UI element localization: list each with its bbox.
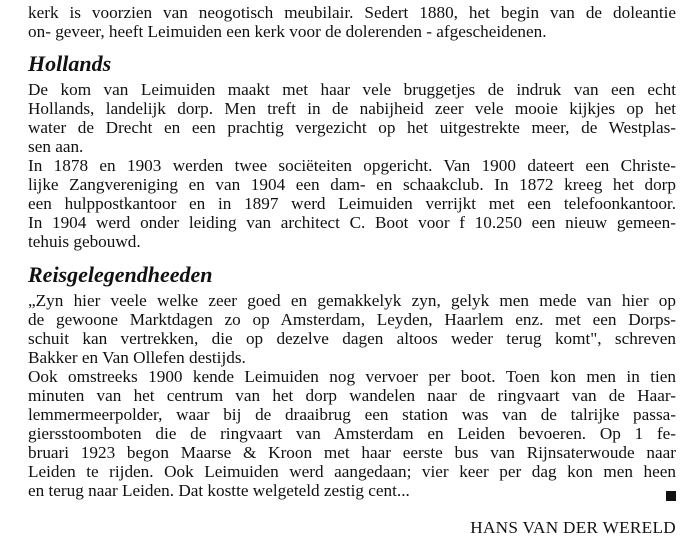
body-line: Bakker en Van Ollefen destijds. bbox=[28, 348, 246, 367]
body-line: In 1904 werd onder leiding van architect C. Boot voor f 10.250 een nieuw gemeen- bbox=[28, 213, 676, 232]
body-line: tehuis gebouwd. bbox=[28, 232, 141, 251]
body-line: de gewoone Marktdagen zo op Amsterdam, Leyden, Haarlem enz. met een Dorps- bbox=[28, 310, 676, 329]
body-line: bruari 1923 begon Maarse & Kroon met haar eerste bus van Rijnsaterwoude naar bbox=[28, 443, 676, 462]
body-line: en terug naar Leiden. Dat kostte welgeteld zestig cent... bbox=[28, 481, 410, 500]
body-line: lemmermeerpolder, waar bij de draaibrug een station was van de talrijke passa- bbox=[28, 405, 676, 424]
body-line: water de Drecht en een prachtig vergezicht op het uitgestrekte meer, de Westplas- bbox=[28, 118, 676, 137]
body-line: Ook omstreeks 1900 kende Leimuiden nog vervoer per boot. Toen kon men in tien bbox=[28, 367, 676, 386]
body-line: minuten van het centrum van het dorp wandelen naar de ringvaart van de Haar- bbox=[28, 386, 676, 405]
heading-hollands: Hollands bbox=[28, 51, 112, 76]
body-line: Leiden te rijden. Ook Leimuiden werd aangedaan; vier keer per dag kon men heen bbox=[28, 462, 676, 481]
body-line: In 1878 en 1903 werden twee sociëteiten opgericht. Van 1900 dateert een Christe- bbox=[28, 156, 676, 175]
body-line: Hollands, landelijk dorp. Men treft in de nabijheid zeer vele mooie kijkjes op het bbox=[28, 99, 676, 118]
author-signature: HANS VAN DER WERELD bbox=[470, 518, 676, 537]
body-line: „Zyn hier veele welke zeer goed en gemakkelyk zyn, gelyk men mede van hier op bbox=[28, 291, 676, 310]
heading-reisgelegendheeden: Reisgelegendheeden bbox=[28, 262, 213, 287]
end-of-article-square-icon bbox=[666, 491, 676, 501]
body-line: lijke Zangvereniging en van 1904 een dam- en schaakclub. In 1872 kreeg het dorp bbox=[28, 175, 676, 194]
body-line: schuit kan vertrekken, die op dezelve dagen altoos weder terug komt", schreven bbox=[28, 329, 676, 348]
body-line: De kom van Leimuiden maakt met haar vele bruggetjes de indruk van een echt bbox=[28, 80, 676, 99]
body-line: giersstoomboten die de ringvaart van Amsterdam en Leiden bevoeren. Op 1 fe- bbox=[28, 424, 676, 443]
body-line: sen aan. bbox=[28, 137, 84, 156]
intro-line: on- geveer, heeft Leimuiden een kerk voor de dolerenden - afgescheidenen. bbox=[28, 22, 547, 41]
body-line: een hulppostkantoor en in 1897 werd Leimuiden verrijkt met een telefoonkantoor. bbox=[28, 194, 676, 213]
intro-line: kerk is voorzien van neogotisch meubilair. Sedert 1880, het begin van de doleantie bbox=[28, 3, 676, 22]
